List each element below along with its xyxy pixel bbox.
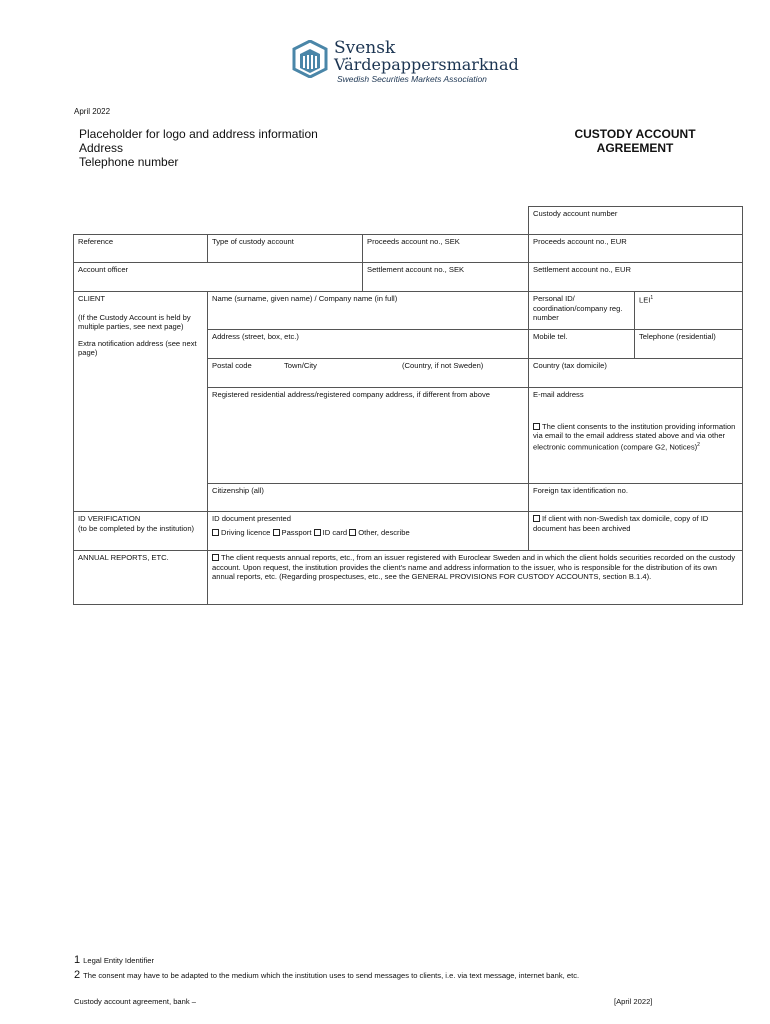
footnote-2 [74,969,579,981]
label-registered-address: Registered residential address/registered company address, if different from above [212,390,491,399]
label-lei: LEI [639,295,651,305]
footnote-2-text: The consent may have to be adapted to the medium which the institution uses to send messages to clients, i.e. via text message, internet bank, etc. [83,971,580,980]
label-id-verification: ID VERIFICATION [78,514,141,523]
client-section-label [73,291,208,512]
label-id-document: ID document presented [212,514,291,523]
placeholder-logo-address: Placeholder for logo and address information [79,127,318,141]
footnote-2-number: 2 [74,969,81,981]
label-personal-id: Personal ID/ coordination/company reg. number [533,294,623,323]
label-driving-licence: Driving licence [221,527,271,537]
id-document-options [212,528,524,538]
country-tax-field[interactable] [528,358,743,388]
email-consent-text: The client consents to the institution providing information via email to the email address stated above and via other electronic communication (compare G2, Notices) [533,421,736,452]
non-swedish-id-archived-field [528,511,743,551]
address-field[interactable] [207,329,529,359]
label-address: Address (street, box, etc.) [212,332,299,341]
mobile-field[interactable] [528,329,635,359]
label-reference: Reference [78,237,114,246]
label-foreign-tax-id: Foreign tax identification no. [533,486,628,495]
footnote-1-number: 1 [74,954,81,966]
extra-notification-note: Extra notification address (see next page) [78,338,197,358]
email-consent-checkbox[interactable] [533,423,540,430]
settlement-eur-field[interactable] [528,262,743,292]
proceeds-sek-field[interactable] [362,234,529,263]
id-verification-note: (to be completed by the institution) [78,523,195,533]
label-custody-account-number: Custody account number [533,209,618,218]
label-proceeds-sek: Proceeds account no., SEK [367,237,460,246]
consent-text-block [533,422,738,452]
label-client: CLIENT [78,294,106,303]
id-verification-section-label [73,511,208,551]
non-swedish-id-checkbox[interactable] [533,515,540,522]
lei-footnote-ref: 1 [650,295,654,301]
label-town-city: Town/City [284,361,317,370]
annual-reports-text: The client requests annual reports, etc., from an issuer registered with Euroclear Sweden and in which the client holds securities recorded on the custody account. Upon request, the institution provides the client's name and address information to the issuer, who is responsible for the distribution of its own annual reports, etc. (Regarding prospectuses, etc., see the GENERAL PROVISIONS FOR CUSTODY ACCOUNTS, section B.1.4). [212,553,736,582]
reference-field[interactable] [73,234,208,263]
id-document-field [207,511,529,551]
document-date: April 2022 [74,107,111,116]
building-columns-logo-icon [292,40,328,78]
annual-reports-field [207,550,743,605]
footer-right: [April 2022] [614,997,653,1006]
footnote-1-text: Legal Entity Identifier [83,956,155,965]
label-settlement-eur: Settlement account no., EUR [533,265,631,274]
passport-checkbox[interactable] [273,529,280,536]
lei-field[interactable] [634,291,743,330]
settlement-sek-field[interactable] [362,262,529,292]
consent-footnote-ref: 2 [697,441,700,448]
logo-subtitle: Swedish Securities Markets Association [337,74,487,84]
proceeds-eur-field[interactable] [528,234,743,263]
id-card-checkbox[interactable] [314,529,321,536]
label-non-swedish-id-archived: If client with non-Swedish tax domicile, copy of ID document has been archived [533,514,709,533]
label-id-card: ID card [322,527,348,537]
label-proceeds-eur: Proceeds account no., EUR [533,237,627,246]
title-line1: CUSTODY ACCOUNT [574,127,696,141]
telephone-field[interactable] [634,329,743,359]
name-field[interactable] [207,291,529,330]
driving-licence-checkbox[interactable] [212,529,219,536]
label-mobile: Mobile tel. [533,332,568,341]
label-account-officer: Account officer [78,265,129,274]
logo-name-line2: Värdepappersmarknad [334,55,519,74]
type-of-custody-account-field[interactable] [207,234,363,263]
citizenship-field[interactable] [207,483,529,512]
label-citizenship: Citizenship (all) [212,486,264,495]
label-country-if-not-sweden: (Country, if not Sweden) [402,361,484,370]
label-annual-reports: ANNUAL REPORTS, ETC. [78,553,169,562]
account-officer-field[interactable] [73,262,363,292]
logo-name-line1: Svensk [334,38,396,58]
label-name: Name (surname, given name) / Company name (in full) [212,294,398,303]
foreign-tax-id-field[interactable] [528,483,743,512]
postal-town-country-field[interactable] [207,358,529,388]
label-settlement-sek: Settlement account no., SEK [367,265,465,274]
annual-reports-section-label [73,550,208,605]
annual-reports-checkbox[interactable] [212,554,219,561]
custody-account-number-field[interactable] [528,206,743,235]
registered-address-field[interactable] [207,387,529,484]
personal-id-field[interactable] [528,291,635,330]
email-field[interactable] [528,387,743,484]
footnote-1 [74,954,154,966]
placeholder-telephone: Telephone number [79,155,179,169]
other-checkbox[interactable] [349,529,356,536]
label-email: E-mail address [533,390,584,399]
placeholder-address: Address [79,141,124,155]
label-type-of-custody-account: Type of custody account [212,237,294,246]
label-passport: Passport [281,527,312,537]
footer-left: Custody account agreement, bank – [74,997,196,1006]
label-telephone: Telephone (residential) [639,332,716,341]
title-line2: AGREEMENT [596,141,674,155]
label-country-tax: Country (tax domicile) [533,361,607,370]
label-postal-code: Postal code [212,361,252,370]
label-other-describe: Other, describe [358,527,410,537]
client-multiple-parties-note: (If the Custody Account is held by multiple parties, see next page) [78,312,191,332]
document-title [562,127,708,155]
